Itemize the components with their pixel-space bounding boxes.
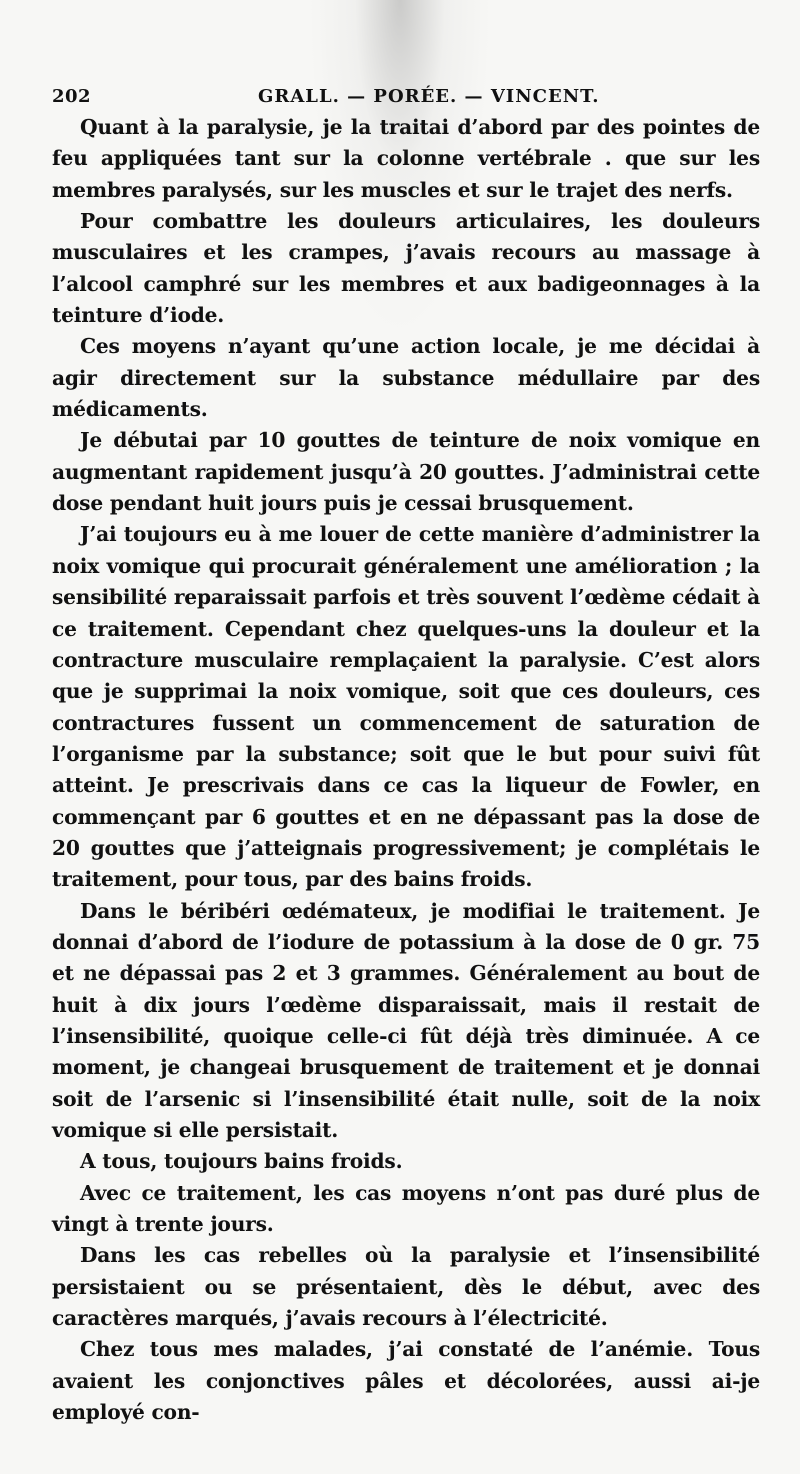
paragraph: Pour combattre les douleurs articulaires, les douleurs musculaires et les crampes, j’avais recours au massage à l’alcool camphré sur les membres et aux badigeonnages à la teinture d’iode. [52, 209, 760, 328]
running-head: GRALL. — PORÉE. — VINCENT. [258, 86, 600, 107]
paragraph: A tous, toujours bains froids. [80, 1149, 403, 1174]
paragraph: Dans le béribéri œdémateux, je modifiai le traitement. Je donnai d’abord de l’iodure de potassium à la dose de 0 gr. 75 et ne dépassai pas 2 et 3 grammes. Généralement au bout de huit à dix jours l’œdème disparaissait, mais il restait de l’insensibilité, quoique celle-ci fût déjà très diminuée. A ce moment, je changeai brusquement de traitement et je donnai soit de l’arsenic si l’insensibilité était nulle, soit de la noix vomique si elle persistait. [52, 898, 760, 1142]
page-header [52, 86, 752, 110]
page-number: 202 [52, 86, 92, 107]
paragraph: Ces moyens n’ayant qu’une action locale, je me décidai à agir directement sur la substance médullaire par des médicaments. [52, 334, 760, 422]
paragraph: Quant à la paralysie, je la traitai d’abord par des pointes de feu appliquées tant sur la colonne vertébrale . que sur les membres paralysés, sur les muscles et sur le trajet des nerfs. [52, 115, 760, 202]
paragraph: J’ai toujours eu à me louer de cette manière d’administrer la noix vomique qui procurait généralement une amélioration ; la sensibilité reparaissait parfois et très souvent l’œdème cédait à ce traitement. Cependant chez quelques-uns la douleur et la contracture musculaire remplaçaient la paralysie. C’est alors que je supprimai la noix vomique, soit que ces douleurs, ces contractures fussent un commencement de saturation de l’organisme par la substance; soit que le but pour suivi fût atteint. Je prescrivais dans ce cas la liqueur de Fowler, en commençant par 6 gouttes et en ne dépassant pas la dose de 20 gouttes que j’atteignais progressivement; je complétais le traitement, pour tous, par des bains froids. [52, 522, 760, 892]
paragraph: Avec ce traitement, les cas moyens n’ont pas duré plus de vingt à trente jours. [52, 1180, 760, 1237]
paragraph: Je débutai par 10 gouttes de teinture de noix vomique en augmentant rapidement jusqu’à 20 gouttes. J’administrai cette dose pendant huit jours puis je cessai brusquement. [52, 428, 760, 516]
paragraph: Dans les cas rebelles où la paralysie et l’insensibilité persistaient ou se présentaient, dès le début, avec des caractères marqués, j’avais recours à l’électricité. [52, 1243, 760, 1331]
paragraph: Chez tous mes malades, j’ai constaté de l’anémie. Tous avaient les conjonctives pâles et décolorées, aussi ai-je employé con- [52, 1337, 760, 1425]
body-text [52, 112, 760, 1428]
